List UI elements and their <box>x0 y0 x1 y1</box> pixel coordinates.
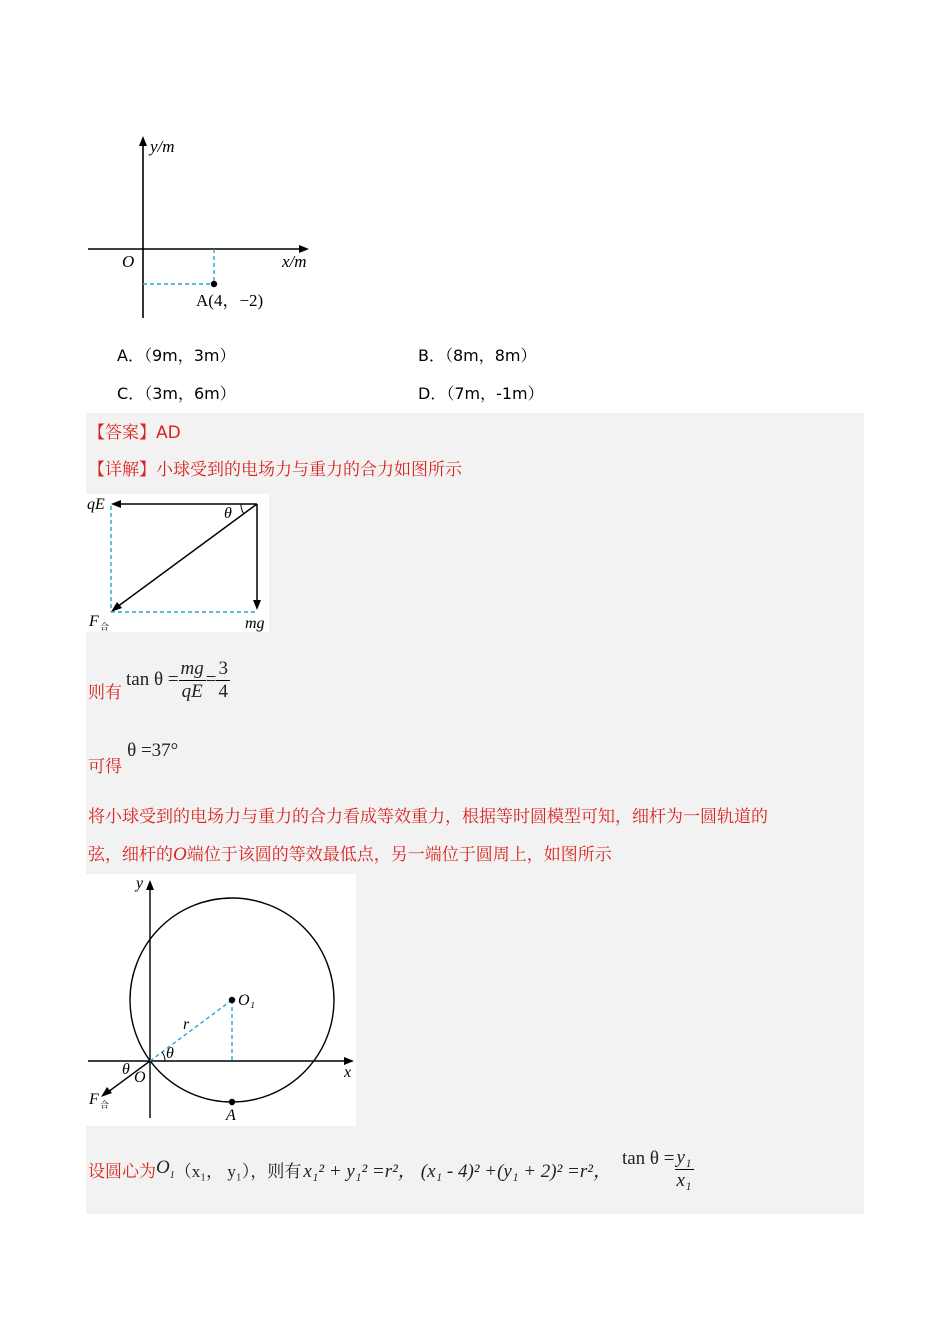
last-line <box>88 1140 694 1198</box>
equation-1 <box>88 652 230 708</box>
eq1-prefix: 则有 <box>88 682 122 703</box>
last-eq1: x₁² + y₁² =r²， <box>303 1160 417 1182</box>
option-d[interactable] <box>418 381 544 404</box>
circle-y-label: y <box>136 875 144 892</box>
y-axis-arrow <box>139 136 147 146</box>
last-o1: $O_1$ <box>156 1157 175 1181</box>
option-b[interactable] <box>418 343 537 366</box>
center-label: O₁ <box>238 992 256 1009</box>
option-b-text: （8m，8m） <box>444 346 537 365</box>
radius-label: r <box>183 1016 190 1033</box>
option-c-text: （3m，6m） <box>144 384 236 403</box>
eq1-frac2-den: 4 <box>218 680 228 702</box>
a-bottom-label: A <box>226 1107 236 1124</box>
option-a[interactable] <box>117 343 236 366</box>
theta-outer-label: θ <box>122 1061 130 1078</box>
point-a-dot <box>211 281 217 287</box>
circle-x-label: x <box>344 1064 352 1081</box>
para2-b: 端位于该圆的等效最低点，另一端位于圆周上，如图所示 <box>186 845 612 865</box>
last-eq2: (x₁ - 4)² +(y₁ + 2)² =r²， <box>420 1160 612 1182</box>
detail-text: 小球受到的电场力与重力的合力如图所示 <box>156 460 462 480</box>
option-a-text: （9m，3m） <box>143 346 236 365</box>
x-axis-label: x/m <box>282 252 307 271</box>
eq1-equals: = <box>205 669 217 690</box>
force-figure <box>86 494 269 632</box>
last-coords: （x₁， y₁），则有 <box>174 1161 302 1181</box>
paragraph-line-2 <box>88 840 612 866</box>
f-circle-label: F <box>89 1091 99 1108</box>
eq2-prefix: 可得 <box>88 757 122 777</box>
paragraph-line-1: 将小球受到的电场力与重力的合力看成等效重力，根据等时圆模型可知，细杆为一圆轨道的 <box>88 807 768 827</box>
point-a-bottom-dot <box>229 1099 235 1105</box>
answer-line <box>88 418 181 443</box>
detail-line <box>88 455 462 480</box>
f-label: F <box>89 613 99 630</box>
option-b-letter: B． <box>418 346 445 365</box>
equation-2 <box>88 736 179 777</box>
answer-tag: 【答案】 <box>88 423 156 443</box>
f-sub-label: 合 <box>100 623 110 632</box>
coordinate-figure <box>80 130 330 325</box>
eq1-frac1-num: mg <box>180 657 204 679</box>
qe-label: qE <box>87 496 105 513</box>
y-axis-label: y/m <box>150 137 175 156</box>
para2-o: O <box>173 844 187 865</box>
eq2-value: θ =37° <box>127 740 179 761</box>
eq1-frac2-num: 3 <box>218 657 228 679</box>
mg-label: mg <box>245 615 265 632</box>
last-eq3-frac <box>675 1147 694 1192</box>
theta-label: θ <box>224 505 232 522</box>
theta-inner-label: θ <box>166 1045 174 1062</box>
eq1-lhs: tan θ = <box>126 669 179 690</box>
last-eq3-lhs: tan θ = <box>621 1148 675 1169</box>
eq1-frac1 <box>179 658 206 703</box>
option-d-text: （7m，-1m） <box>446 384 544 403</box>
origin-label: O <box>122 252 135 271</box>
option-c-letter: C． <box>117 384 145 403</box>
f-circle-sub-label: 合 <box>100 1101 110 1111</box>
para2-a: 弦，细杆的 <box>88 845 173 865</box>
eq1-frac1-den: qE <box>181 680 203 702</box>
option-a-letter: A． <box>117 346 144 365</box>
circle-origin-label: O <box>134 1069 146 1086</box>
detail-tag: 【详解】 <box>88 460 156 480</box>
eq1-frac2 <box>216 658 230 703</box>
point-a-label: A(4，−2) <box>196 291 264 310</box>
answer-value: AD <box>156 423 181 443</box>
last-eq3-den: x₁ <box>676 1169 692 1191</box>
option-c[interactable] <box>117 381 236 404</box>
center-dot <box>229 997 235 1003</box>
circle-figure <box>86 874 356 1126</box>
last-eq3-num: y₁ <box>676 1146 692 1168</box>
option-d-letter: D． <box>418 384 447 403</box>
last-prefix: 设圆心为 <box>88 1161 156 1182</box>
